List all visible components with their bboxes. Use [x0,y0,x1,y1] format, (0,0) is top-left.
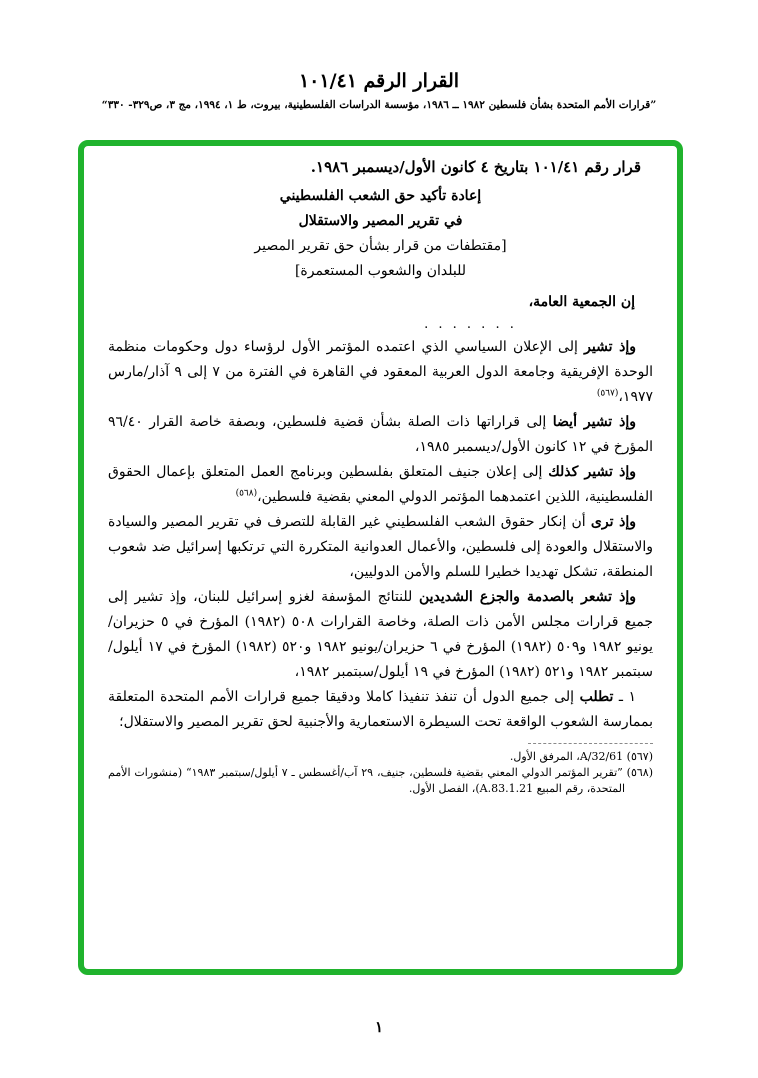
excerpt-note-line-1: [مقتطفات من قرار بشأن حق تقرير المصير [254,238,507,254]
footnote-divider [528,743,653,744]
paragraph-recalling-1 [108,335,653,410]
paragraph-lead: وإذ تشير [584,339,637,355]
footnote-reference-567: (٥٦٧) [596,388,619,399]
paragraph-text: إلى قراراتها ذات الصلة بشأن قضية فلسطين، وبصفة خاصة القرار ٩٦/٤٠ المؤرخ في ١٢ كانون الأول/ديسمبر ١٩٨٥، [108,414,653,455]
page-number: ١ [374,1018,384,1036]
resolution-box [78,140,683,975]
paragraph-lead: وإذ تشير كذلك [548,464,636,480]
paragraph-shocked [108,585,653,685]
document-header [0,0,758,111]
page-title: القرار الرقم ١٠١/٤١ [298,70,460,92]
paragraph-lead: وإذ تشعر بالصدمة والجزع الشديدين [418,589,637,605]
footnote-567: (٥٦٧) A/32/61، المرفق الأول. [509,750,653,763]
excerpt-note-line-2: للبلدان والشعوب المستعمرة] [294,263,467,279]
opening-phrase: إن الجمعية العامة، [528,294,635,310]
paragraph-lead: وإذ تشير أيضا [552,414,636,430]
paragraph-considering [108,510,653,585]
source-citation: ”قرارات الأمم المتحدة بشأن فلسطين ١٩٨٢ ــ ١٩٨٦، مؤسسة الدراسات الفلسطينية، بيروت، ط ١، ١٩٩٤، مج ٣، ص٣٢٩- ٣٣٠“ [101,99,657,111]
resolution-title-line-1: إعادة تأكيد حق الشعب الفلسطيني [279,188,482,204]
paragraph-lead: وإذ ترى [590,514,636,530]
resolution-heading: قرار رقم ١٠١/٤١ بتاريخ ٤ كانون الأول/ديسمبر ١٩٨٦. [310,158,641,176]
paragraph-recalling-3 [108,460,653,510]
ellipsis-dots: . . . . . . . [424,317,517,332]
paragraph-text: إلى إعلان جنيف المتعلق بفلسطين وبرنامج العمل المتعلق بإعمال الحقوق الفلسطينية، اللذين اعتمدهما المؤتمر الدولي المعني بقضية فلسطين، [108,464,653,505]
paragraph-text: إلى الإعلان السياسي الذي اعتمده المؤتمر الأول لرؤساء دول وحكومات منظمة الوحدة الإفريقية وجامعة الدول العربية المعقود في القاهرة في الفترة من ٧ إلى ٩ آذار/مارس ١٩٧٧، [108,339,654,405]
paragraph-number: ١ ـ [613,689,636,705]
paragraph-text: إلى جميع الدول أن تنفذ تنفيذا كاملا ودقيقا جميع قرارات الأمم المتحدة المتعلقة بممارسة الشعوب الواقعة تحت السيطرة الاستعمارية والأجنبية لحق تقرير المصير والاستقلال؛ [108,689,653,730]
paragraph-recalling-2 [108,410,653,460]
footnote-568: (٥٦٨) ”تقرير المؤتمر الدولي المعني بقضية فلسطين، جنيف، ٢٩ آب/أغسطس ـ ٧ أيلول/سبتمبر ١٩٨٣“ (منشورات الأمم المتحدة، رقم المبيع A.83.1.21)، الفصل الأول. [108,766,653,795]
paragraph-lead: تطلب [579,689,614,705]
paragraph-text: أن إنكار حقوق الشعب الفلسطيني غير القابلة للتصرف في تقرير المصير والسيادة والاستقلال والعودة إلى فلسطين، والأعمال العدوانية المتكررة التي ترتكبها إسرائيل ضد شعوب المنطقة، تشكل تهديدا خطيرا للسلم والأمن الدوليين، [108,514,653,580]
resolution-title-line-2: في تقرير المصير والاستقلال [298,213,463,229]
paragraph-text: للنتائج المؤسفة لغزو إسرائيل للبنان، وإذ تشير إلى جميع قرارات مجلس الأمن ذات الصلة، وخاصة القرارات ٥٠٨ (١٩٨٢) المؤرخ في ٥ حزيران/يونيو ١٩٨٢ و٥٠٩ (١٩٨٢) المؤرخ في ٦ حزيران/يونيو ١٩٨٢ و٥٢٠ (١٩٨٢) المؤرخ في ١٧ أيلول/سبتمبر ١٩٨٢ و٥٢١ (١٩٨٢) المؤرخ في ١٩ أيلول/سبتمبر ١٩٨٢، [108,589,654,680]
paragraph-operative-1 [108,685,653,735]
footnote-reference-568: (٥٦٨) [235,488,258,499]
